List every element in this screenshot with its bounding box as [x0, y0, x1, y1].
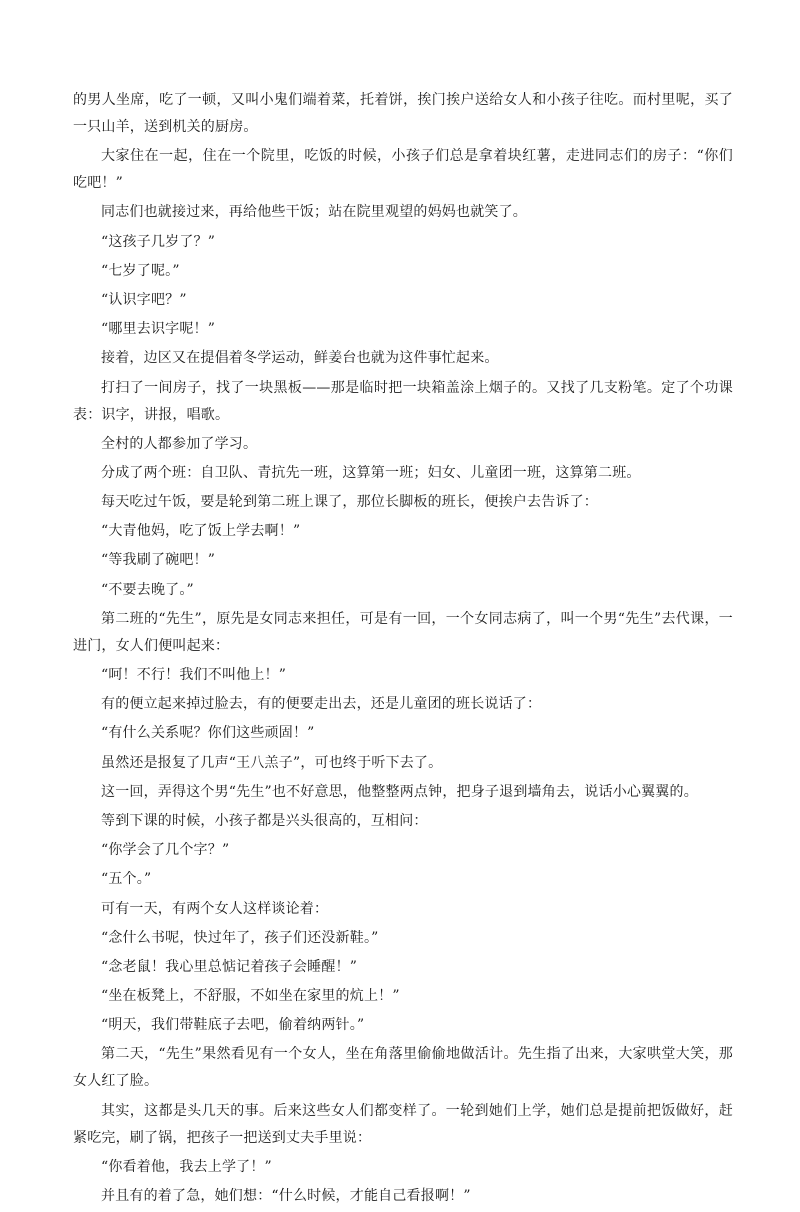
dialogue-line: “呵！不行！我们不叫他上！” — [101, 667, 287, 683]
paragraph: 同志们也就接过来，再给他些干饭；站在院里观望的妈妈也就笑了。 — [101, 204, 527, 221]
dialogue-line: “明天，我们带鞋底子去吧，偷着纳两针。” — [101, 1017, 365, 1034]
paragraph: 的男人坐席，吃了一顿，又叫小鬼们端着菜，托着饼，挨门挨户送给女人和小孩子往吃。而村里呢，买了一只山羊，送到机关的厨房。 — [73, 92, 733, 135]
dialogue-line: “这孩子几岁了？” — [101, 233, 216, 250]
dialogue-line: “不要去晚了。” — [101, 581, 194, 598]
paragraph: 有的便立起来掉过脸去，有的便要走出去，还是儿童团的班长说话了： — [101, 696, 542, 713]
dialogue-line: “念什么书呢，快过年了，孩子们还没新鞋。” — [101, 929, 379, 946]
paragraph: 每天吃过午饭，要是轮到第二班上课了，那位长脚板的班长，便挨户去告诉了： — [101, 494, 598, 511]
paragraph: 第二班的“先生”，原先是女同志来担任，可是有一回，一个女同志病了，叫一个男“先生”去代课，一进门，女人们便叫起来： — [73, 610, 733, 654]
paragraph: 全村的人都参加了学习。 — [101, 435, 258, 452]
paragraph: 大家住在一起，住在一个院里，吃饭的时候，小孩子们总是拿着块红薯，走进同志们的房子：“你们吃吧！” — [73, 148, 733, 192]
paragraph: 这一回，弄得这个男“先生”也不好意思，他整整两点钟，把身子退到墙角去，说话小心翼翼的。 — [101, 783, 698, 800]
dialogue-line: “有什么关系呢？你们这些顽固！” — [101, 725, 315, 742]
paragraph: 可有一天，有两个女人这样谈论着： — [101, 900, 329, 917]
dialogue-line: “五个。” — [101, 871, 152, 888]
paragraph: 虽然还是报复了几声“王八羔子”，可也终于听下去了。 — [101, 754, 443, 771]
dialogue-line: “念老鼠！我心里总惦记着孩子会睡醒！” — [101, 958, 358, 975]
paragraph: 第二天，“先生”果然看见有一个女人，坐在角落里偷偷地做活计。先生指了出来，大家哄堂大笑，那女人红了脸。 — [73, 1046, 733, 1090]
dialogue-line: “你学会了几个字？” — [101, 842, 230, 859]
dialogue-line: “你看着他，我去上学了！” — [101, 1158, 272, 1175]
dialogue-line: “坐在板凳上，不舒服，不如坐在家里的炕上！” — [101, 988, 400, 1005]
paragraph: 分成了两个班：自卫队、青抗先一班，这算第一班；妇女、儿童团一班，这算第二班。 — [101, 464, 641, 481]
dialogue-line: “大青他妈，吃了饭上学去啊！” — [101, 523, 301, 540]
paragraph: 打扫了一间房子，找了一块黑板——那是临时把一块箱盖涂上烟子的。又找了几支粉笔。定了个功课表：识字，讲报，唱歌。 — [73, 379, 733, 423]
paragraph: 等到下课的时候，小孩子都是兴头很高的，互相问： — [101, 812, 428, 829]
paragraph: 并且有的着了急，她们想：“什么时候，才能自己看报啊！” — [101, 1188, 471, 1204]
body-text — [73, 87, 733, 1212]
dialogue-line: “七岁了呢。” — [101, 262, 180, 279]
dialogue-line: “等我刷了碗吧！” — [101, 552, 216, 569]
dialogue-line: “哪里去识字呢！” — [101, 321, 216, 338]
paragraph: 其实，这都是头几天的事。后来这些女人们都变样了。一轮到她们上学，她们总是提前把饭做好，赶紧吃完，刷了锅，把孩子一把送到丈夫手里说： — [73, 1102, 733, 1146]
dialogue-line: “认识字吧？” — [101, 291, 187, 308]
paragraph: 接着，边区又在提倡着冬学运动，鲜姜台也就为这件事忙起来。 — [101, 350, 499, 367]
